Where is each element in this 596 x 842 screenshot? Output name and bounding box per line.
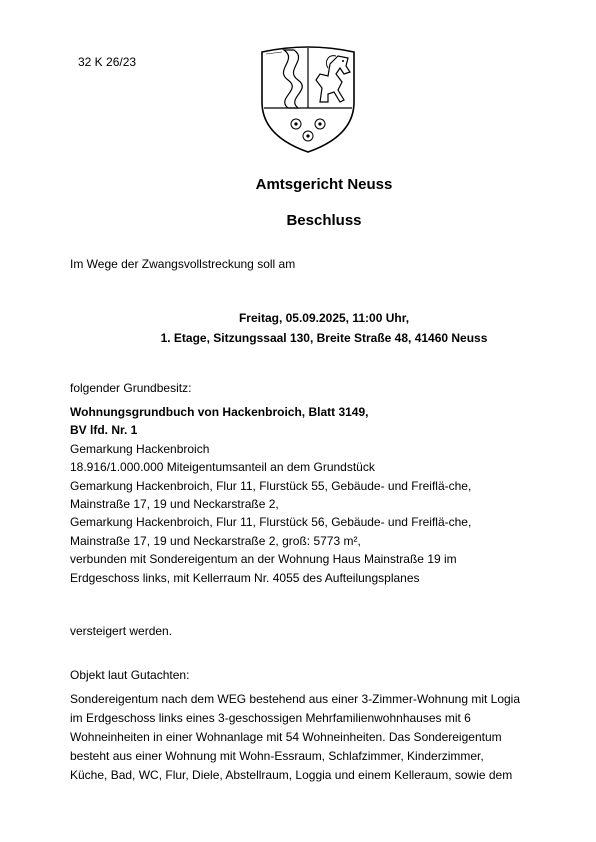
court-name: Amtsgericht Neuss [255,176,393,193]
property-line: BV lfd. Nr. 1 [70,423,138,438]
intro-text: Im Wege der Zwangsvollstreckung soll am [70,257,296,271]
description-line: besteht aus einer Wohnung mit Wohn-Essraum, Schlafzimmer, Kinderzimmer, [70,749,484,763]
description-line: Wohneinheiten in einer Wohnanlage mit 54 Wohneinheiten. Das Sondereigentum [70,730,502,744]
property-line: Erdgeschoss links, mit Kellerraum Nr. 4055 des Aufteilungsplanes [70,570,420,585]
property-line: Mainstraße 17, 19 und Neckarstraße 2, [70,497,279,512]
document-title: Beschluss [286,212,362,229]
property-description [70,403,471,587]
object-description [70,690,520,785]
property-line: Gemarkung Hackenbroich, Flur 11, Flurstück 56, Gebäude- und Freiflä-che, [70,515,472,530]
sold-text: versteigert werden. [70,624,173,638]
appointment-date: Freitag, 05.09.2025, 11:00 Uhr, [238,311,410,325]
property-line: Gemarkung Hackenbroich [70,441,210,456]
property-line: Gemarkung Hackenbroich, Flur 11, Flurstück 55, Gebäude- und Freiflä-che, [70,478,472,493]
case-number: 32 K 26/23 [78,55,137,69]
nrw-coat-of-arms-icon [258,44,358,156]
description-line: Küche, Bad, WC, Flur, Diele, Abstellraum, Loggia und einem Kelleraum, sowie dem [70,768,513,782]
appointment-location: 1. Etage, Sitzungssaal 130, Breite Straße 48, 41460 Neuss [160,331,488,345]
description-line: Sondereigentum nach dem WEG bestehend aus einer 3-Zimmer-Wohnung mit Logia [70,692,521,706]
property-lead: folgender Grundbesitz: [70,381,192,395]
description-line: im Erdgeschoss links eines 3-geschossigen Mehrfamilienwohnhauses mit 6 [70,711,471,725]
property-line: verbunden mit Sondereigentum an der Wohnung Haus Mainstraße 19 im [70,552,457,567]
property-line: 18.916/1.000.000 Miteigentumsanteil an dem Grundstück [70,460,375,475]
object-heading: Objekt laut Gutachten: [70,668,190,682]
property-line: Mainstraße 17, 19 und Neckarstraße 2, groß: 5773 m², [70,533,361,548]
property-line: Wohnungsgrundbuch von Hackenbroich, Blatt 3149, [70,405,369,419]
appointment-block [26,308,596,348]
